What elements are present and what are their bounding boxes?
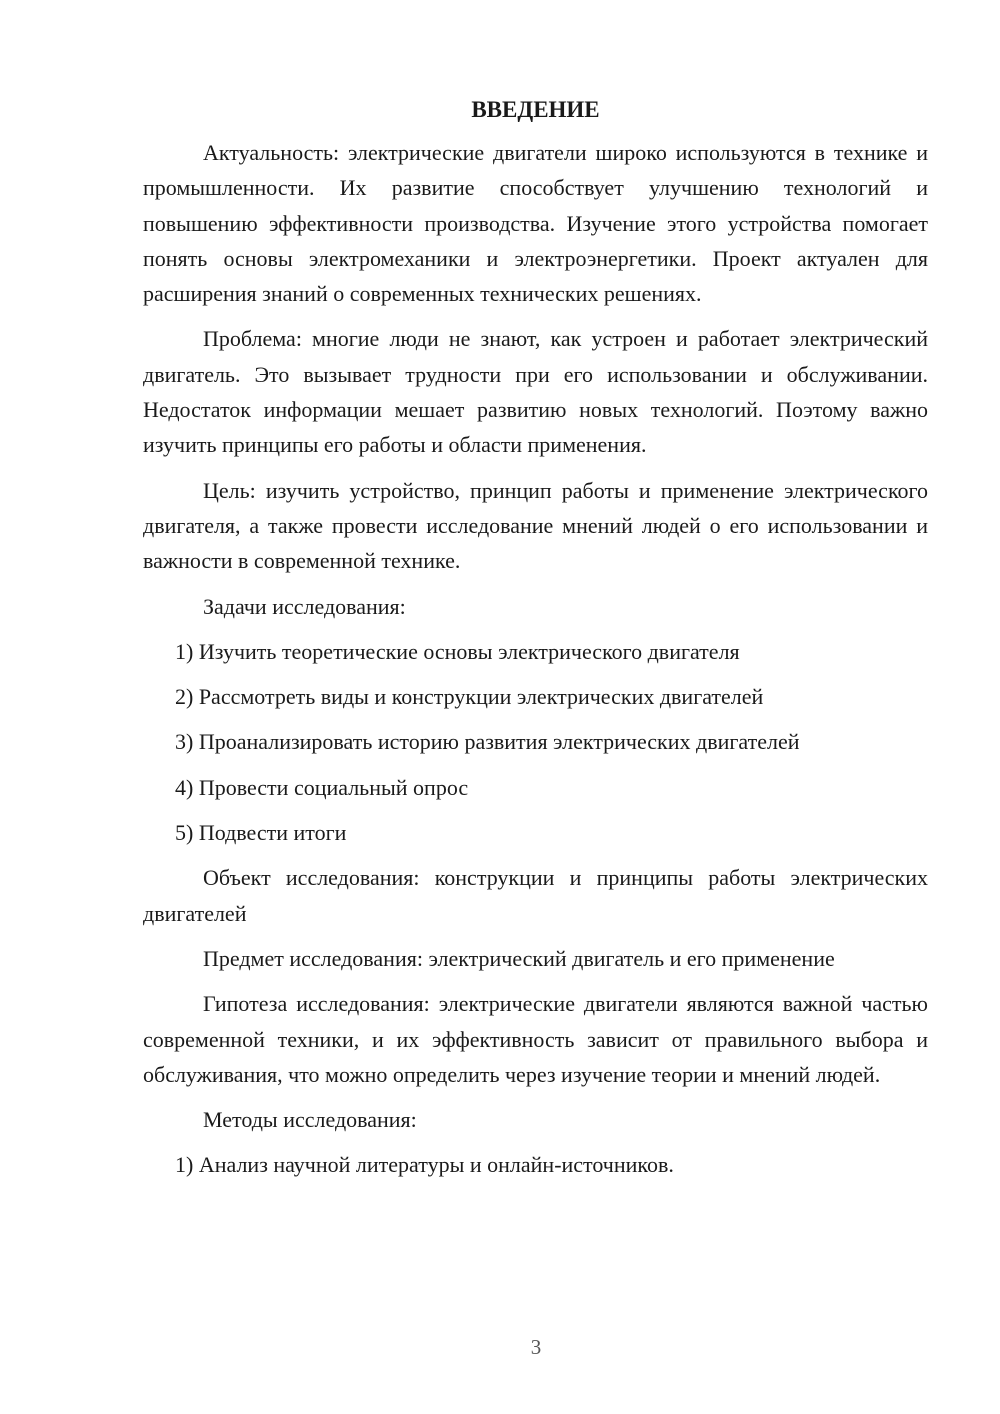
goal-paragraph: Цель: изучить устройство, принцип работы и применение электрического двигателя, а также провести исследование мнений людей о его использовании и важности в современной технике. — [143, 477, 928, 574]
page-number: 3 — [530, 1335, 542, 1359]
hypothesis-paragraph: Гипотеза исследования: электрические двигатели являются важной частью современной техники, и их эффективность зависит от правильного выбора и обслуживания, что можно определить через изучение теории и мнений людей. — [143, 991, 928, 1087]
task-item: 5) Подвести итоги — [175, 820, 347, 846]
method-item: 1) Анализ научной литературы и онлайн-источников. — [175, 1152, 674, 1178]
tasks-list — [143, 634, 928, 850]
task-item: 1) Изучить теоретические основы электрического двигателя — [175, 638, 740, 664]
object-paragraph: Объект исследования: конструкции и принципы работы электрических двигателей — [143, 865, 928, 926]
relevance-paragraph: Актуальность: электрические двигатели широко используются в технике и промышленности. Их развитие способствует улучшению технологий и повышению эффективности производства. Изучение этого устройства помогает понять основы электромеханики и электроэнергетики. Проект актуален для расширения знаний о современных технических решениях. — [143, 140, 928, 307]
task-item: 3) Проанализировать историю развития электрических двигателей — [175, 729, 800, 755]
document-page — [143, 95, 928, 1193]
task-item: 4) Провести социальный опрос — [175, 774, 469, 800]
methods-list — [143, 1147, 928, 1182]
subject-paragraph: Предмет исследования: электрический двигатель и его применение — [203, 945, 835, 971]
problem-paragraph: Проблема: многие люди не знают, как устроен и работает электрический двигатель. Это вызывает трудности при его использовании и обслуживании. Недостаток информации мешает развитию новых технологий. Поэтому важно изучить принципы его работы и области применения. — [143, 326, 928, 458]
methods-heading: Методы исследования: — [203, 1107, 417, 1133]
task-item: 2) Рассмотреть виды и конструкции электрических двигателей — [175, 684, 764, 710]
tasks-heading: Задачи исследования: — [203, 593, 406, 619]
section-title: ВВЕДЕНИЕ — [471, 97, 600, 122]
